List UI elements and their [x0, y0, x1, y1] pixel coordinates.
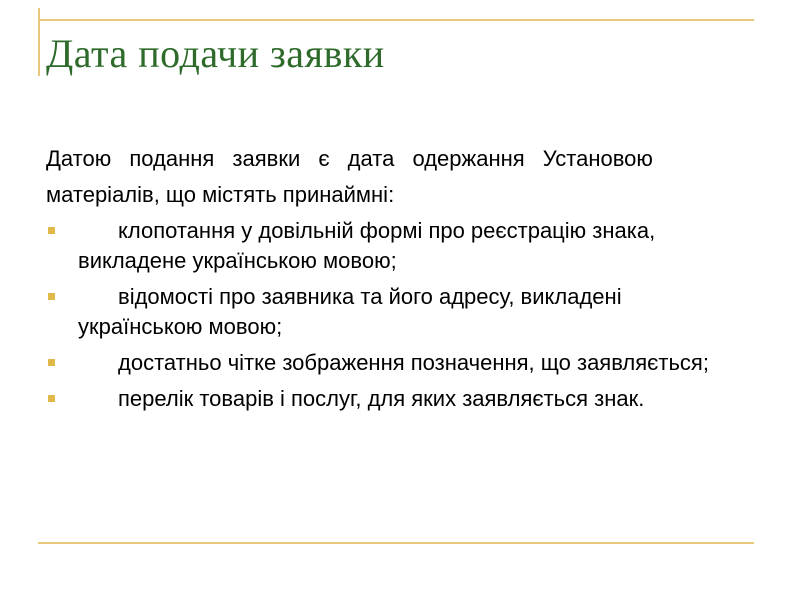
bottom-decorative-line: [38, 542, 754, 544]
list-item: [46, 216, 746, 276]
slide-title: Дата подачи заявки: [46, 31, 385, 76]
intro-paragraph: Датою подання заявки є дата одержання Установою: [46, 146, 653, 171]
square-bullet-icon: [48, 227, 55, 234]
square-bullet-icon: [48, 395, 55, 402]
left-decorative-line: [38, 8, 40, 76]
list-item: [46, 282, 746, 342]
top-decorative-line: [38, 19, 754, 21]
list-item-text: перелік товарів і послуг, для яких заявляється знак.: [118, 386, 645, 411]
intro-paragraph-continued: матеріалів, що містять принаймні:: [46, 182, 395, 207]
list-item-text: достатньо чітке зображення позначення, що заявляється;: [118, 350, 709, 375]
requirements-list: [46, 216, 746, 414]
slide-body: [46, 144, 746, 420]
list-item: [46, 348, 746, 378]
list-item-text: клопотання у довільній формі про реєстрацію знака, викладене українською мовою;: [78, 218, 656, 273]
square-bullet-icon: [48, 359, 55, 366]
square-bullet-icon: [48, 293, 55, 300]
list-item: [46, 384, 746, 414]
list-item-text: відомості про заявника та його адресу, викладені українською мовою;: [78, 284, 622, 339]
